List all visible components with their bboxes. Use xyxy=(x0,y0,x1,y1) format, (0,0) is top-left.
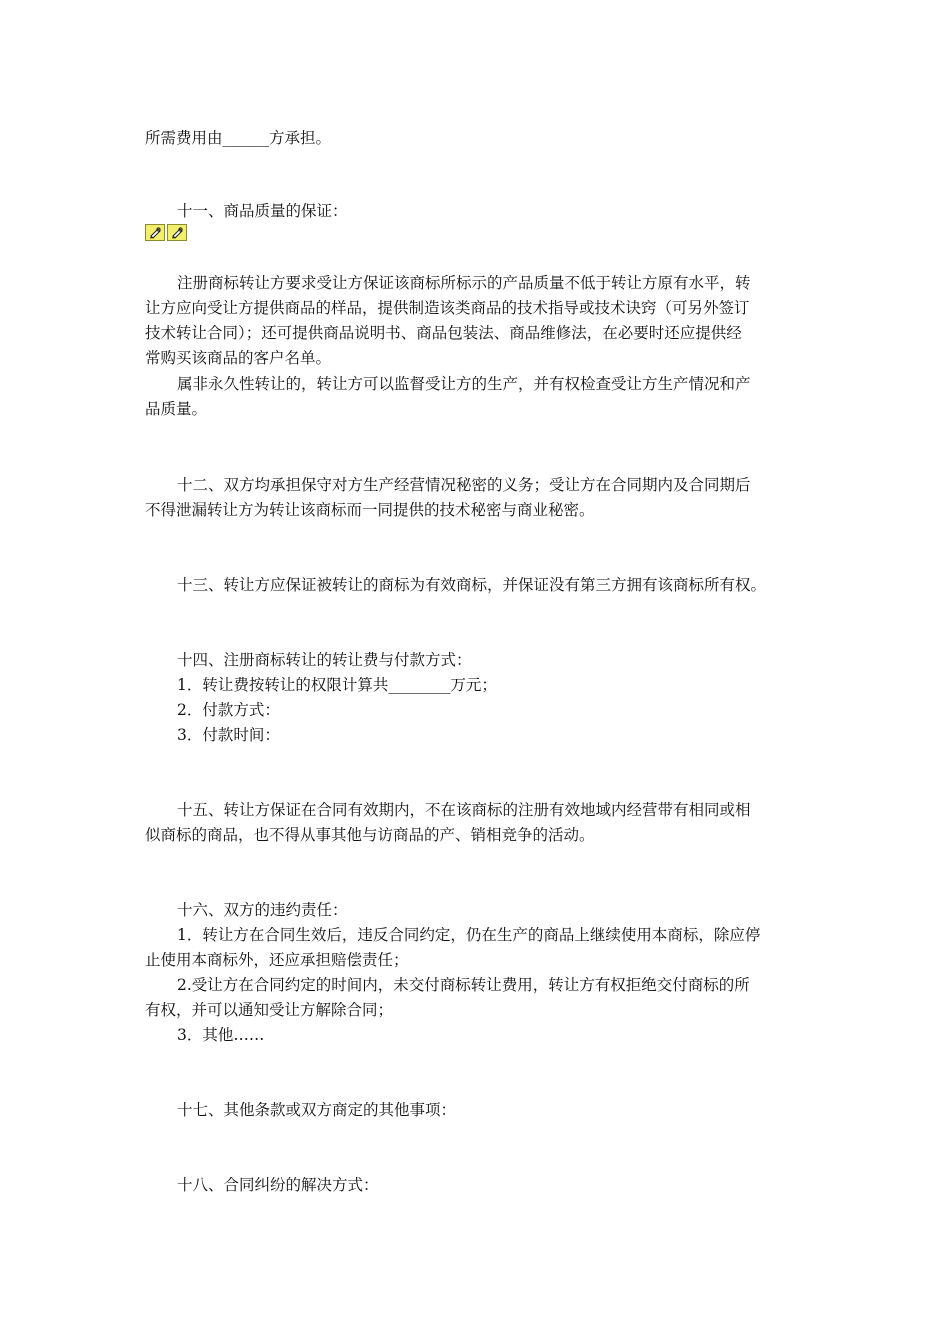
paragraph-line: 技术转让合同）；还可提供商品说明书、商品包装法、商品维修法，在必要时还应提供经 xyxy=(145,324,742,342)
list-item: 1．转让费按转让的权限计算共________万元； xyxy=(177,676,497,694)
paragraph-line: 品质量。 xyxy=(145,400,208,418)
paragraph-line: 似商标的商品，也不得从事其他与访商品的产、销相竞争的活动。 xyxy=(145,826,595,844)
text-line: 所需费用由______方承担。 xyxy=(145,129,332,147)
section-heading-14: 十四、注册商标转让的转让费与付款方式： xyxy=(177,651,472,669)
edit-icon[interactable] xyxy=(145,224,165,241)
section-heading-17: 十七、其他条款或双方商定的其他事项： xyxy=(177,1101,457,1119)
section-heading-16: 十六、双方的违约责任： xyxy=(177,901,348,919)
section-heading-12: 十二、双方均承担保守对方生产经营情况秘密的义务；受让方在合同期内及合同期后 xyxy=(177,476,751,494)
paragraph-line: 属非永久性转让的，转让方可以监督受让方的生产，并有权检查受让方生产情况和产 xyxy=(177,375,751,393)
paragraph-line: 让方应向受让方提供商品的样品，提供制造该类商品的技术指导或技术诀窍（可另外签订 xyxy=(145,299,750,317)
paragraph-line: 不得泄漏转让方为转让该商标而一同提供的技术秘密与商业秘密。 xyxy=(145,501,595,519)
list-item: 2.受让方在合同约定的时间内，未交付商标转让费用，转让方有权拒绝交付商标的所 xyxy=(177,976,750,994)
section-heading-15: 十五、转让方保证在合同有效期内，不在该商标的注册有效地域内经营带有相同或相 xyxy=(177,801,751,819)
section-heading-13: 十三、转让方应保证被转让的商标为有效商标，并保证没有第三方拥有该商标所有权。 xyxy=(177,576,767,594)
section-heading-11: 十一、商品质量的保证： xyxy=(177,202,348,220)
paragraph-line: 常购买该商品的客户名单。 xyxy=(145,349,332,367)
section-heading-18: 十八、合同纠纷的解决方式： xyxy=(177,1176,379,1194)
list-item: 3．其他…… xyxy=(177,1026,265,1044)
paragraph-line: 止使用本商标外，还应承担赔偿责任； xyxy=(145,951,409,969)
inline-icon-group xyxy=(145,224,187,241)
edit-icon[interactable] xyxy=(167,224,187,241)
list-item: 3．付款时间： xyxy=(177,726,280,744)
paragraph-line: 有权，并可以通知受让方解除合同； xyxy=(145,1001,394,1019)
paragraph-line: 注册商标转让方要求受让方保证该商标所标示的产品质量不低于转让方原有水平，转 xyxy=(177,274,751,292)
list-item: 2．付款方式： xyxy=(177,701,280,719)
list-item: 1．转让方在合同生效后，违反合同约定，仍在生产的商品上继续使用本商标，除应停 xyxy=(177,926,761,944)
